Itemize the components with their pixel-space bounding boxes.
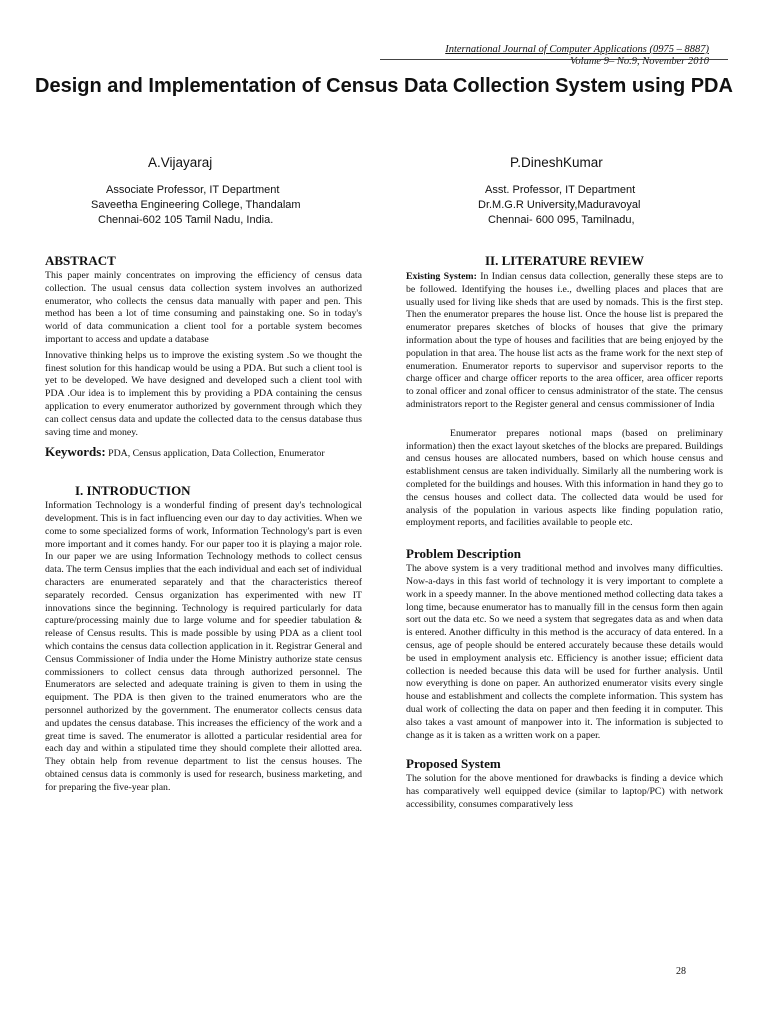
journal-name: International Journal of Computer Applications (0975 – 8887): [445, 44, 709, 55]
author-block-1: [88, 155, 358, 228]
right-column: [406, 253, 723, 812]
abstract-paragraph: This paper mainly concentrates on improving the efficiency of census data collection. The usual census data collection system involves an authorized enumerator, who collects the census data manually with paper and pen. This method has been a lot of time consuming and painstaking one. So in today's world of data communication a client tool for a portable system becomes important to access and update a database: [45, 270, 362, 345]
literature-review-heading: II. LITERATURE REVIEW: [484, 253, 645, 268]
keywords-label: Keywords:: [45, 444, 106, 460]
paper-title: Design and Implementation of Census Data Collection System using PDA: [35, 75, 733, 97]
introduction-paragraph: Information Technology is a wonderful finding of present day's technological development. This is in fact influencing even our day to day activities. When we come to some specialized forms of work, Information Technology's part is even more important and it comes handy. For our paper too it is playing a major role. In our paper we are using Information Technology methods to collect census data. The term Census implies that the each individual and each set of individual characters are enumerated separately and that the characteristics thereof separately recorded. Census organization has experimented with new IT innovations since the beginning. Technology is required particularly for data capture/processing mainly due to large volume and for speedier tabulation & release of Census results. This is made possible by using PDA as a client tool which contains the census data collection application in it. Registrar General and Census Commissioner of India under the Home Ministry authorize state census commissioners to collect census data through authorized personnel. The Enumerators are selected and adequate training is given to them in using the equipment. The PDA is then given to the trained enumerators who are the personnel authorized by the government. The enumerator collects census data and updates the census database. This increases the efficiency of the work and a great time is saved. The enumerator is allotted a particular residential area for each day and within a stipulated time they should complete their allotted area. They obtain help from revenue department to list the census houses. The obtained census data is commonly is used for research, business marketing, and for preparing the five-year plan.: [45, 500, 362, 793]
introduction-heading: I. INTRODUCTION: [75, 483, 191, 499]
author-affiliation-line: Associate Professor, IT Department: [106, 184, 280, 196]
page-number: 28: [676, 966, 686, 977]
author-affiliation-line: Asst. Professor, IT Department: [485, 184, 636, 196]
left-column: [45, 253, 362, 794]
abstract-heading: ABSTRACT: [45, 253, 116, 268]
journal-header: [289, 44, 709, 68]
author-name: A.Vijayaraj: [148, 155, 213, 170]
author-affiliation-line: Dr.M.G.R University,Maduravoyal: [478, 199, 641, 211]
author-affiliation-line: Chennai-602 105 Tamil Nadu, India.: [98, 214, 274, 226]
author-affiliation-line: Chennai- 600 095, Tamilnadu,: [488, 214, 635, 226]
proposed-system-heading: Proposed System: [406, 756, 501, 772]
literature-paragraph: Enumerator prepares notional maps (based on preliminary information) then the exact layout sketches of the blocks are prepared. Buildings and census houses are allocated numbers, based on which house census and establishment census are taken individually. Similarly all the numbering work is completed for the buildings and houses. With this information in hand they go to the census houses and collect data. The collected data would be used for analysis of the population in various aspects like finding population ratio, employment reports, and facilities available to people etc.: [406, 427, 723, 529]
existing-system-text: In Indian census data collection, generally these steps are to be followed. Identifying the houses i.e., dwelling places and places that are usually used for living like sheds that are used by nomads. This is the first step. Then the enumerator prepares the house list. Once the house list is prepared the enumerator prepares sketches of blocks of houses that give the primary information about the type of houses and facilities that are being enjoyed by the population in that area. The house list acts as the frame work for the next step of enumeration. Enumerator reports to supervisor and supervisor reports to the charge officer and charge officer reports to the area officer, area officer reports to zonal officer and zonal officer to census administrator of the state. The census administrators report to the Register general and census commissioner of India: [406, 271, 723, 410]
header-rule: [380, 59, 728, 60]
author-block-2: [470, 155, 730, 228]
abstract-paragraph: Innovative thinking helps us to improve the existing system .So we thought the finest solution for this handicap would be using a PDA. But such a client tool is yet to be developed. We have designed and developed such a client tool with PDA .Our idea is to implement this by providing a PDA containing the census application to every enumerator authorized by government through which they can collect census data and update the collected data to the census database thus saving time and money.: [45, 349, 362, 438]
keywords-text: PDA, Census application, Data Collection, Enumerator: [108, 448, 325, 460]
proposed-paragraph: The solution for the above mentioned for drawbacks is finding a device which has comparatively well equipped device (similar to laptop/PC) with network accessibility, consumes comparatively less: [406, 773, 723, 810]
author-name: P.DineshKumar: [510, 155, 603, 170]
journal-volume: Volume 9– No.9, November 2010: [570, 56, 709, 67]
keywords: [45, 446, 362, 461]
problem-paragraph: The above system is a very traditional method and involves many difficulties. Now-a-days in this fast world of technology it is very important to complete a work in a speedy manner. In the above mentioned method collecting data takes a long time, because enumerator has to manually fill in the census form then again sort out the data etc. So we need a system that segregates data as and when data is entered. Another difficulty in this method is the accuracy of data entered. In a census, age of people should be entered accurately because these details would be used in employment analysis etc. Efficiency is another issue; efficient data collection is needed because this data will be used for further analysis. Until now everything is done on paper. An authorized enumerator visits every single house and establishment and collects the complete information. This system has dual work of collecting the data on paper and then feeding it in computer. This also takes a vast amount of manpower into it. The information is subjected to change as it is taken as a written work on a paper.: [406, 563, 723, 741]
author-affiliation-line: Saveetha Engineering College, Thandalam: [91, 199, 301, 211]
problem-description-heading: Problem Description: [406, 546, 521, 562]
existing-system-label: Existing System:: [406, 271, 477, 282]
literature-paragraph: [406, 271, 723, 412]
